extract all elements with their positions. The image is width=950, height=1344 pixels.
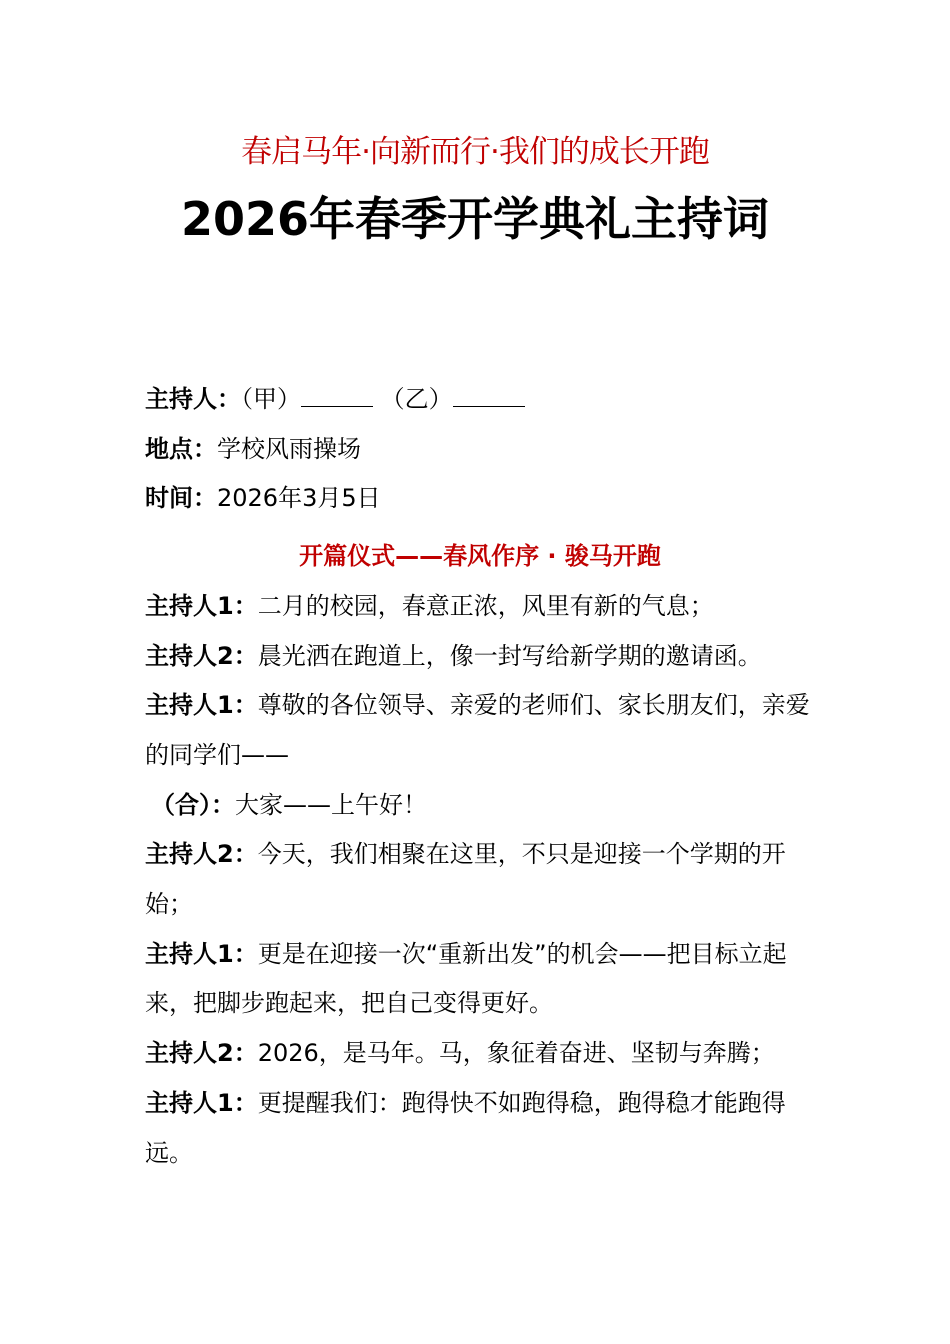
speaker-label: 主持人1： [145,691,258,720]
dialogue-text: 今天，我们相聚在这里，不只是迎接一个学期的开始； [145,840,786,919]
dialogue-text: 更提醒我们：跑得快不如跑得稳，跑得稳才能跑得远。 [145,1088,786,1167]
speaker-label: 主持人1： [145,939,258,968]
dialogue-text: 更是在迎接一次“重新出发”的机会——把目标立起来，把脚步跑起来，把自己变得更好。 [145,939,787,1018]
time-info-line [145,474,825,524]
host-b-label: （乙） [380,385,453,413]
speaker-label: （合）： [151,790,235,819]
document-body [145,375,825,1178]
place-value: 学校风雨操场 [217,434,361,463]
dialogue-text: 尊敬的各位领导、亲爱的老师们、家长朋友们，亲爱的同学们—— [145,691,810,769]
dialogue-line [145,582,825,632]
place-info-line [145,425,825,475]
host-label: 主持人： [145,385,241,413]
time-label: 时间： [145,484,217,513]
time-value: 2026年3月5日 [217,484,381,513]
host-a-label: （甲） [241,385,301,413]
dialogue-line [145,1079,825,1178]
dialogue-text: 2026，是马年。马，象征着奋进、坚韧与奔腾； [257,1039,775,1068]
dialogue-line [145,930,825,1029]
dialogue-line [145,632,825,682]
document-title: 2026年春季开学典礼主持词 [180,192,770,246]
speaker-label: 主持人2： [145,840,258,869]
dialogue-text: 二月的校园，春意正浓，风里有新的气息； [257,591,714,620]
dialogue-line [145,781,825,831]
host-b-blank [453,386,525,407]
speaker-label: 主持人1： [145,591,258,620]
place-label: 地点： [145,434,217,463]
dialogue-text: 晨光洒在跑道上，像一封写给新学期的邀请函。 [257,641,762,670]
dialogue-line [145,1029,825,1079]
host-a-blank [301,386,373,407]
speaker-label: 主持人2： [145,641,258,670]
speaker-label: 主持人1： [145,1088,258,1117]
dialogue-text: 大家——上午好！ [235,790,427,819]
document-subtitle: 春启马年·向新而行·我们的成长开跑 [241,134,709,170]
host-info-line [145,375,825,425]
speaker-label: 主持人2： [145,1039,258,1068]
section-heading: 开篇仪式——春风作序 · 骏马开跑 [299,542,661,571]
dialogue-line [145,681,825,780]
dialogue-line [145,830,825,929]
